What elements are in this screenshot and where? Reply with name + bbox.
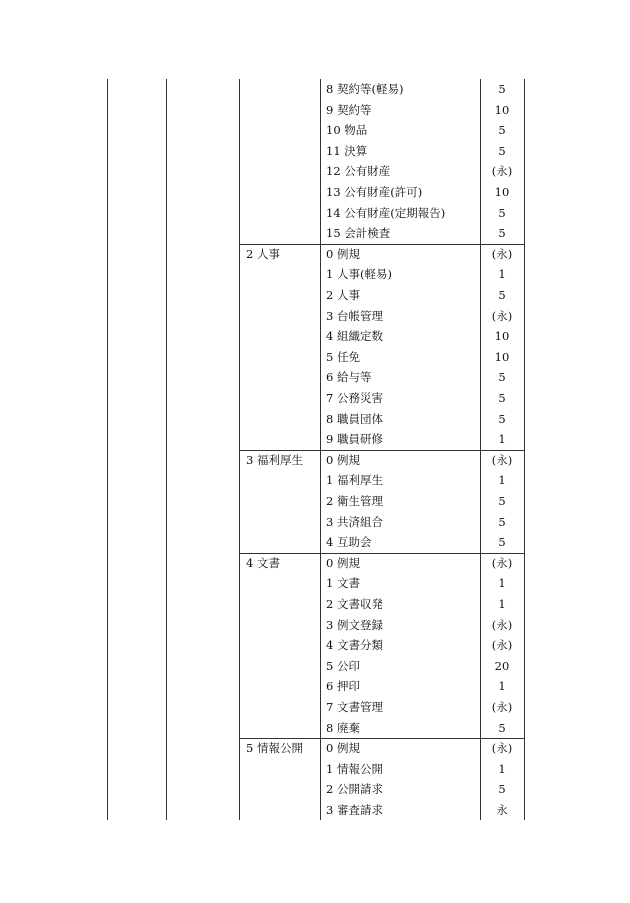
item-label: 12 公有財産 [326,164,391,179]
item-label: 2 人事 [326,288,360,302]
item-label: 3 台帳管理 [326,308,383,323]
category-label: 5 情報公開 [246,741,303,756]
retention-period: 1 [498,576,506,591]
retention-period: 5 [498,123,506,138]
item-label: 2 公開請求 [326,782,383,797]
retention-period: 5 [498,720,506,735]
retention-period: 10 [494,102,510,117]
category-label: 3 福利厚生 [246,452,303,467]
item-label: 3 共済組合 [326,514,383,529]
item-label: 4 互助会 [326,535,372,550]
retention-period: 5 [498,514,506,529]
item-label: 14 公有財産(定期報告) [326,205,446,220]
item-label: 6 給与等 [326,370,372,385]
retention-period: 5 [498,82,506,96]
item-label: 3 例文登録 [326,617,383,632]
retention-period: 5 [498,226,506,241]
item-label: 1 人事(軽易) [326,267,392,282]
item-label: 0 例規 [326,555,360,570]
retention-period: 10 [494,329,510,344]
item-label: 4 組織定数 [326,329,383,344]
retention-period: (永) [491,246,513,261]
retention-period: 1 [498,267,506,282]
retention-period: 5 [498,411,506,426]
retention-period: 5 [498,535,506,550]
retention-period: 5 [498,782,506,797]
retention-period: (永) [491,555,513,570]
retention-period: 1 [498,761,506,776]
retention-period: 5 [498,391,506,405]
item-label: 11 決算 [326,143,368,158]
item-label: 7 公務災害 [326,391,383,405]
item-label: 3 審査請求 [326,803,383,817]
item-label: 13 公有財産(許可) [326,185,423,199]
item-label: 5 公印 [326,658,360,673]
item-label: 8 契約等(軽易) [326,82,404,96]
category-label: 4 文書 [246,555,280,570]
retention-period: 1 [498,432,506,447]
retention-period: 1 [498,679,506,694]
item-label: 2 文書収発 [326,597,383,611]
item-label: 8 廃棄 [326,720,360,735]
retention-period: (永) [491,164,513,179]
item-label: 9 職員研修 [326,432,383,447]
retention-period: 5 [498,205,506,220]
item-label: 0 例規 [326,246,360,261]
retention-period: 5 [498,494,506,508]
retention-period: (永) [491,452,513,467]
item-label: 6 押印 [326,679,360,694]
retention-period: 5 [498,288,506,302]
retention-period: 20 [494,658,510,673]
item-label: 1 情報公開 [326,761,383,776]
item-label: 8 職員団体 [326,411,383,426]
item-label: 9 契約等 [326,102,372,117]
retention-period: 10 [494,349,510,364]
column-divider-1 [107,79,108,820]
retention-period: (永) [491,638,513,653]
item-label: 0 例規 [326,741,360,756]
item-label: 4 文書分類 [326,638,383,653]
retention-period: 5 [498,143,506,158]
retention-period: 永 [496,803,508,817]
column-divider-2 [166,79,167,820]
retention-period: 5 [498,370,506,385]
item-label: 1 文書 [326,576,360,591]
item-label: 15 会計検査 [326,226,391,241]
retention-period: (永) [491,617,513,632]
item-label: 7 文書管理 [326,700,383,714]
category-label: 2 人事 [246,246,280,261]
retention-period: (永) [491,741,513,756]
item-label: 0 例規 [326,452,360,467]
retention-period: 1 [498,473,506,488]
item-label: 5 任免 [326,349,360,364]
retention-period: (永) [491,700,513,714]
retention-period: 1 [498,597,506,611]
retention-period: 10 [494,185,510,199]
item-label: 2 衛生管理 [326,494,383,508]
item-label: 10 物品 [326,123,368,138]
item-label: 1 福利厚生 [326,473,383,488]
retention-period: (永) [491,308,513,323]
